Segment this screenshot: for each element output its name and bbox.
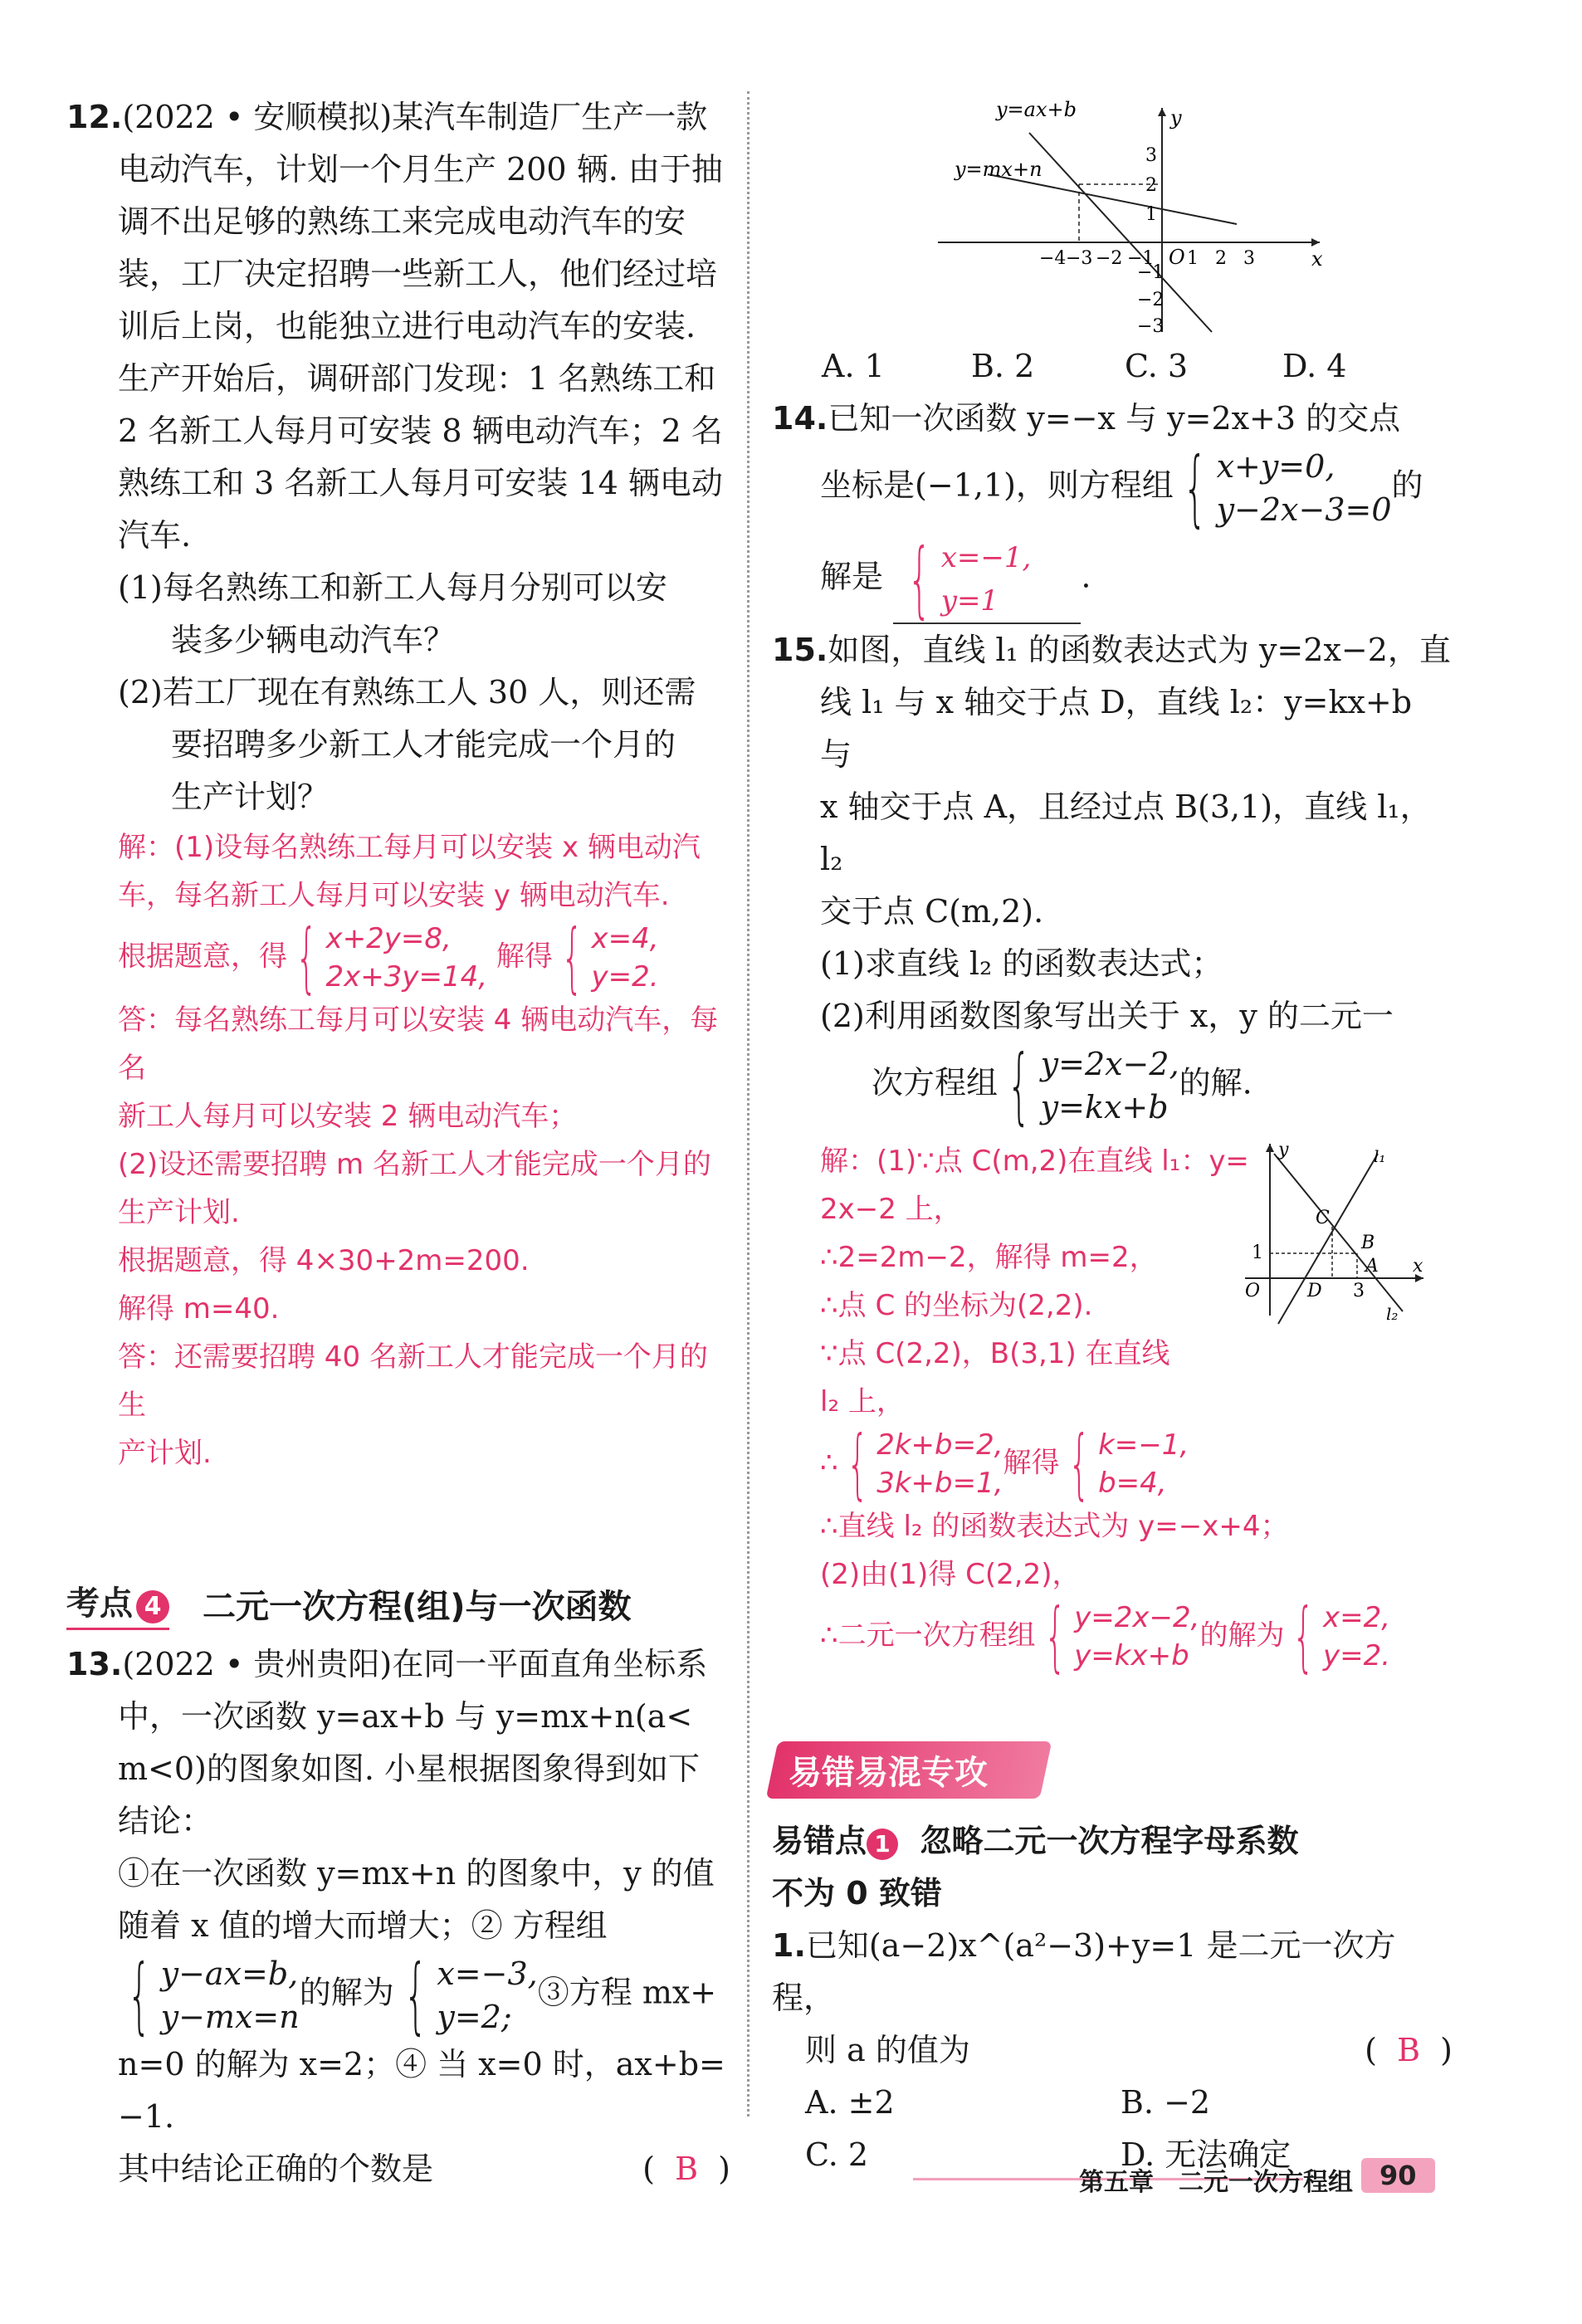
yicuo-banner: 易错易混专攻: [766, 1741, 1052, 1799]
q14-answer: 解是 { x=−1, y=1 .: [820, 530, 1091, 627]
solution-line: 根据题意，得 4×30+2m=200.: [118, 1244, 530, 1277]
q13-coordinate-graph: [772, 91, 1453, 340]
q13-line: m<0)的图象如图. 小星根据图象得到如下: [118, 1750, 701, 1787]
right-column: [772, 91, 1453, 2181]
q13-ask: 其中结论正确的个数是 ( B ): [66, 2143, 730, 2195]
question-number: 12.: [66, 99, 123, 135]
question-number: 15.: [772, 632, 828, 668]
yicuo-point-title: 不为 0 致错: [772, 1875, 942, 1911]
x-tick: −1: [1127, 248, 1155, 269]
solution-line: 车，每名新工人每月可以安装 y 辆电动汽车.: [118, 879, 670, 912]
q13-conclusion: 随着 x 值的增大而增大；② 方程组: [118, 1907, 608, 1944]
solution-line: 解：(1)∵点 C(m,2)在直线 l₁：y=: [820, 1145, 1249, 1178]
q13-conclusion: n=0 的解为 x=2；④ 当 x=0 时，ax+b=: [118, 2046, 725, 2082]
origin-label: O: [1169, 246, 1185, 269]
q12-line: 2 名新工人每月可安装 8 辆电动汽车；2 名: [118, 413, 723, 449]
question-number: 13.: [66, 1646, 123, 1682]
q12-solution: [66, 823, 730, 1477]
option: C. 2: [805, 2136, 869, 2173]
option: A. ±2: [805, 2084, 895, 2121]
q12-sub1: 装多少辆电动汽车？: [171, 622, 456, 658]
q15-line: x 轴交于点 A，且经过点 B(3,1)，直线 l₁，l₂: [820, 788, 1432, 877]
yicuo-point-heading: 易错点 1 忽略二元一次方程字母系数: [772, 1823, 1299, 1859]
y-axis-arrow: [1158, 108, 1166, 116]
x-tick: −4: [1039, 248, 1067, 269]
y-tick: −1: [1137, 262, 1165, 283]
solution-line: 新工人每月可以安装 2 辆电动汽车；: [118, 1100, 578, 1133]
point-d-label: D: [1307, 1281, 1322, 1301]
question-12: [66, 91, 730, 1477]
q12-line: 汽车.: [118, 517, 192, 554]
solution-line: ∴2=2m−2，解得 m=2，: [820, 1241, 1158, 1274]
option: B. −2: [1121, 2084, 1211, 2121]
question-number: 1.: [772, 1927, 806, 1964]
brace: {: [295, 913, 318, 1002]
solution-line: (2)设还需要招聘 m 名新工人才能完成一个月的: [118, 1148, 711, 1181]
q13-line: 中，一次函数 y=ax+b 与 y=mx+n(a<: [118, 1698, 693, 1735]
q13-options: [772, 340, 1453, 393]
brace: {: [1007, 1037, 1032, 1134]
solution-line: 2x−2 上，: [820, 1193, 962, 1226]
label-l1: l₁: [1374, 1146, 1386, 1166]
q12-sub2: 生产计划？: [171, 779, 330, 815]
option: D. 无法确定: [1121, 2136, 1291, 2173]
q13-line: (2022 • 贵州贵阳)在同一平面直角坐标系: [122, 1646, 708, 1682]
q13-conclusion: −1.: [118, 2098, 175, 2135]
q15-system: 次方程组 { y=2x−2, y=kx+b 的解.: [872, 1037, 1252, 1134]
q12-line: 电动汽车，计划一个月生产 200 辆. 由于抽: [118, 151, 723, 188]
answer: B: [1397, 2032, 1421, 2068]
solution-line: 产计划.: [118, 1437, 212, 1470]
q12-line: 调不出足够的熟练工来完成电动汽车的安: [118, 203, 686, 240]
origin-label: O: [1245, 1281, 1261, 1301]
x-axis-arrow: [1311, 238, 1320, 247]
solution-line: 答：每名熟练工每月可以安装 4 辆电动汽车，每名: [118, 1003, 719, 1085]
solution-line: ∵点 C(2,2)，B(3,1) 在直线: [820, 1337, 1170, 1370]
q13-conclusion: ①在一次函数 y=mx+n 的图象中，y 的值: [118, 1855, 715, 1892]
brace: {: [1183, 439, 1208, 536]
yicuo-ask: 则 a 的值为 ( B ): [772, 2024, 1453, 2077]
kaodian-title: 二元一次方程(组)与一次函数: [203, 1587, 632, 1626]
solution-line: ∴直线 l₂ 的函数表达式为 y=−x+4；: [820, 1510, 1289, 1543]
q12-sub2: (2)若工厂现在有熟练工人 30 人，则还需: [118, 674, 696, 710]
q15-solution: [772, 1137, 1453, 1681]
y-tick: 3: [1145, 145, 1157, 166]
x-tick: 3: [1243, 248, 1255, 269]
y-label: y: [1278, 1140, 1289, 1160]
kaodian-label: 考点 4: [66, 1577, 169, 1630]
kaodian-heading: [66, 1577, 730, 1630]
y-tick: 1: [1252, 1243, 1263, 1263]
line-l2: [1274, 1154, 1403, 1311]
x-label: x: [1413, 1256, 1423, 1277]
y-tick: 2: [1145, 175, 1157, 196]
answer-paren: ( B ): [642, 2151, 730, 2187]
brace: {: [907, 530, 932, 627]
point-a-label: A: [1365, 1256, 1379, 1277]
page-number: 90: [1361, 2158, 1435, 2193]
q12-line: 生产开始后，调研部门发现：1 名熟练工和: [118, 360, 716, 397]
x-tick: 2: [1215, 248, 1227, 269]
answer: B: [675, 2151, 699, 2187]
x-tick: 1: [1187, 248, 1199, 269]
yicuo-number-badge: 1: [867, 1828, 898, 1860]
line-mx-n: [988, 174, 1237, 224]
q13-graph: [772, 91, 1453, 340]
solution-line: 生产计划.: [118, 1196, 240, 1229]
q12-sub1: (1)每名熟练工和新工人每月分别可以安: [118, 569, 667, 606]
brace: {: [403, 1946, 427, 2043]
y-tick: −2: [1137, 290, 1165, 310]
x-tick: 3: [1353, 1281, 1365, 1301]
solution-line: 解得 m=40.: [118, 1292, 280, 1326]
answer-blank: { x=−1, y=1: [893, 536, 1081, 624]
solution-system: 根据题意，得 { x+2y=8, 2x+3y=14, 解得 { x=4, y=2.: [118, 913, 659, 1002]
solution-system: ∴二元一次方程组 { y=2x−2, y=kx+b 的解为 { x=2, y=2.: [820, 1592, 1391, 1681]
solution-line: 答：还需要招聘 40 名新工人才能完成一个月的生: [118, 1340, 708, 1422]
label-ax: y=ax+b: [996, 98, 1077, 121]
point-c-label: C: [1316, 1208, 1330, 1228]
brace: {: [561, 913, 583, 1002]
q14-system: 坐标是(−1,1)，则方程组 { x+y=0, y−2x−3=0 的: [820, 439, 1423, 536]
x-tick: −3: [1066, 248, 1093, 269]
footer-chapter: 第五章 二元一次方程组: [1079, 2168, 1353, 2197]
option: C. 3: [1125, 348, 1189, 384]
page-footer: [913, 2158, 1453, 2200]
brace: {: [1067, 1419, 1090, 1508]
y-tick: −3: [1137, 316, 1165, 337]
q15-sub1: (1)求直线 l₂ 的函数表达式；: [820, 945, 1223, 982]
q12-line: 训后上岗，也能独立进行电动汽车的安装.: [118, 308, 696, 344]
solution-line: (2)由(1)得 C(2,2)，: [820, 1558, 1081, 1591]
column-divider: [747, 91, 749, 2116]
label-mx: y=mx+n: [955, 158, 1042, 181]
q13-system: { y−ax=b, y−mx=n 的解为 { x=−3, y=2; ③方程 mx+: [127, 1946, 717, 2043]
brace: {: [127, 1946, 152, 2043]
option: A. 1: [822, 348, 885, 384]
question-13: [66, 1638, 730, 2195]
solution-line: 解：(1)设每名熟练工每月可以安装 x 辆电动汽: [118, 831, 701, 864]
option: B. 2: [971, 348, 1035, 384]
q12-line: (2022 • 安顺模拟)某汽车制造厂生产一款: [122, 99, 708, 135]
q15-line: 交于点 C(m,2).: [820, 893, 1044, 930]
point-b-label: B: [1361, 1233, 1375, 1253]
option: D. 4: [1282, 348, 1347, 384]
y-label: y: [1170, 106, 1182, 129]
q12-sub2: 要招聘多少新工人才能完成一个月的: [171, 726, 676, 763]
q12-line: 熟练工和 3 名新工人每月可安装 14 辆电动: [118, 465, 723, 501]
brace: {: [846, 1419, 869, 1508]
x-tick: −2: [1096, 248, 1123, 269]
label-l2: l₂: [1386, 1304, 1399, 1324]
brace: {: [1043, 1592, 1067, 1681]
yicuo-section: 易错点 1 忽略二元一次方程字母系数 不为 0 致错 1.已知(a−2)x^(a²−3)+y=1 是二元一次方程， 则 a 的值为 ( B ) A. ±2 B. −2 C. 2 D. 无法确定: [772, 1815, 1453, 2181]
question-15: 15.如图，直线 l₁ 的函数表达式为 y=2x−2，直 线 l₁ 与 x 轴交于点 D，直线 l₂：y=kx+b 与 x 轴交于点 A，且经过点 B(3,1)，直线 l₁，l₂ 交于点 C(m,2). (1)求直线 l₂ 的函数表达式； (2)利用函数图象写出关于 x，y 的二元一 次方程组 { y=2x−2, y=kx+b 的解. y x O l₁ l₂ C B D A 1 3 解：(1)∵点 C(m,2)在直线 l₁：y= 2x−2 上， ∴2=2m−2，解得 m=2， ∴点 C 的坐标为(2,2). ∵点 C(2,2)，B(3,1) 在直线 l₂ 上， ∴ { 2k+b=2, 3k+b=1, 解得 { k=−1, b=4, ∴直线 l₂ 的函数表达式为 y=−x+4； (2)由(1)得 C(2,2)， ∴二元一次方程组 { y=2x−2, y=kx+b 的解为 { x=2, y=2.: [772, 624, 1453, 1675]
q15-sub2: (2)利用函数图象写出关于 x，y 的二元一: [820, 998, 1394, 1034]
answer-paren: ( B ): [1365, 2032, 1453, 2068]
left-column: [66, 91, 730, 2195]
brace: {: [1292, 1592, 1315, 1681]
line-ax-b: [1029, 133, 1212, 332]
y-tick: 1: [1145, 204, 1157, 225]
solution-system: ∴ { 2k+b=2, 3k+b=1, 解得 { k=−1, b=4,: [820, 1419, 1189, 1508]
q13-line: 结论：: [118, 1803, 213, 1839]
q15-line: 线 l₁ 与 x 轴交于点 D，直线 l₂：y=kx+b 与: [820, 684, 1413, 773]
question-14: 14.已知一次函数 y=−x 与 y=2x+3 的交点 坐标是(−1,1)，则方程组 { x+y=0, y−2x−3=0 的 解是 { x=−1, y=1 .: [772, 393, 1453, 624]
kaodian-number-badge: 4: [136, 1590, 169, 1623]
solution-line: ∴点 C 的坐标为(2,2).: [820, 1289, 1093, 1322]
q12-line: 装，工厂决定招聘一些新工人，他们经过培: [118, 256, 718, 292]
question-number: 14.: [772, 400, 828, 437]
x-label: x: [1311, 247, 1323, 271]
q15-graph: [1237, 1137, 1428, 1328]
y-axis-arrow: [1266, 1144, 1274, 1152]
solution-line: l₂ 上，: [820, 1385, 905, 1418]
